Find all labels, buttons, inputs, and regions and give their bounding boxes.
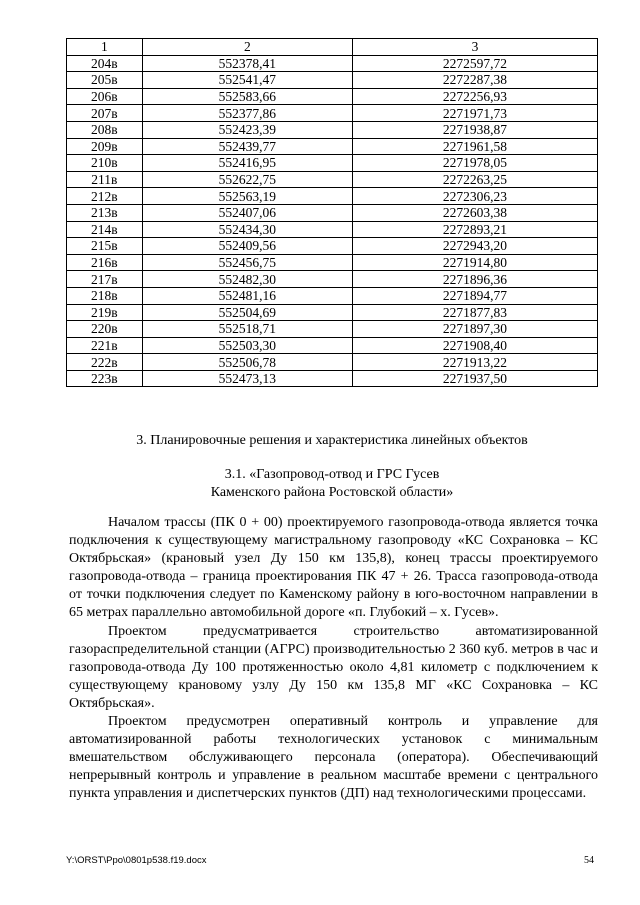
table-row [67,121,598,138]
table-cell: 218в [67,287,143,304]
table-cell: 552583,66 [142,88,352,105]
footer-file-path: Y:\ORST\Ppo\0801p538.f19.docx [66,855,207,866]
table-cell: 2271961,58 [352,138,597,155]
table-cell: 552377,86 [142,105,352,122]
table-row [67,271,598,288]
table-cell: 2271908,40 [352,337,597,354]
table-row [67,337,598,354]
table-cell: 2272597,72 [352,55,597,72]
table-cell: 2272603,38 [352,204,597,221]
table-row [67,238,598,255]
table-row [67,72,598,89]
table-cell: 213в [67,204,143,221]
table-row [67,304,598,321]
subsection-heading-line: Каменского района Ростовской области» [210,485,454,500]
table-cell: 552456,75 [142,254,352,271]
table-row [67,138,598,155]
table-cell: 2271978,05 [352,155,597,172]
table-cell: 2271938,87 [352,121,597,138]
table-cell: 552481,16 [142,287,352,304]
table-row [67,287,598,304]
table-cell: 552503,30 [142,337,352,354]
table-cell: 2271896,36 [352,271,597,288]
section-heading: 3. Планировочные решения и характеристика линейных объектов [136,433,528,448]
paragraph: Проектом предусматривается строительство автоматизированной газораспределительной станции (АГРС) производительностью 2 360 куб. метров в час и газопровода-отвода Ду 100 протяженностью около 4,81 километр с подключением к существующему крановому узлу Ду 150 км 135,8 МГ «КС Сохрановка – КС Октябрьская». [69,623,598,711]
table-row [67,155,598,172]
table-cell: 208в [67,121,143,138]
table-row [67,321,598,338]
subsection-heading-line: 3.1. «Газопровод-отвод и ГРС Гусев [224,467,440,482]
table-cell: 2272263,25 [352,171,597,188]
table-cell: 552409,56 [142,238,352,255]
table-cell: 552439,77 [142,138,352,155]
table-header-cell: 3 [352,39,597,56]
table-cell: 221в [67,337,143,354]
table-cell: 2271914,80 [352,254,597,271]
table-cell: 2272287,38 [352,72,597,89]
table-cell: 552506,78 [142,354,352,371]
table-row [67,254,598,271]
table-row [67,105,598,122]
table-cell: 210в [67,155,143,172]
table-cell: 2272306,23 [352,188,597,205]
table-cell: 552518,71 [142,321,352,338]
table-cell: 2272893,21 [352,221,597,238]
table-row [67,221,598,238]
table-cell: 552504,69 [142,304,352,321]
table-cell: 204в [67,55,143,72]
table-cell: 552622,75 [142,171,352,188]
table-cell: 206в [67,88,143,105]
table-cell: 223в [67,370,143,387]
table-cell: 209в [67,138,143,155]
table-cell: 212в [67,188,143,205]
table-cell: 205в [67,72,143,89]
table-cell: 552473,13 [142,370,352,387]
table-cell: 219в [67,304,143,321]
table-cell: 220в [67,321,143,338]
table-cell: 552541,47 [142,72,352,89]
table-cell: 552563,19 [142,188,352,205]
table-cell: 215в [67,238,143,255]
table-cell: 552434,30 [142,221,352,238]
table-row [67,354,598,371]
table-cell: 2272943,20 [352,238,597,255]
table-cell: 552378,41 [142,55,352,72]
table-cell: 552423,39 [142,121,352,138]
table-cell: 2271971,73 [352,105,597,122]
table-row [67,88,598,105]
table-cell: 552482,30 [142,271,352,288]
table-cell: 2271913,22 [352,354,597,371]
table-cell: 217в [67,271,143,288]
table-cell: 552407,06 [142,204,352,221]
table-row [67,370,598,387]
paragraph: Проектом предусмотрен оперативный контроль и управление для автоматизированной работы технологических установок с минимальным вмешательством обслуживающего персонала (оператора). Обеспечивающий непрерывный контроль и управление в реальном масштабе времени с центрального пункта управления и диспетчерских пунктов (ДП) над технологическими процессами. [69,714,598,802]
table-row [67,171,598,188]
table-cell: 207в [67,105,143,122]
table-cell: 216в [67,254,143,271]
table-row [67,188,598,205]
table-cell: 2271877,83 [352,304,597,321]
paragraph: Началом трассы (ПК 0 + 00) проектируемого газопровода-отвода является точка подключения к существующему магистральному газопроводу «КС Сохрановка – КС Октябрьская» (крановый узел Ду 150 км 135,8), конец трассы проектируемого газопровода-отвода – граница проектирования ПК 47 + 26. Трасса газопровода-отвода от точки подключения следует по Каменскому району в юго-восточном направлении в 65 метрах параллельно автомобильной дороге «п. Глубокий – х. Гусев». [69,515,598,621]
table-cell: 211в [67,171,143,188]
body-text [69,514,598,804]
coordinates-table [66,38,598,387]
table-cell: 2272256,93 [352,88,597,105]
table-cell: 222в [67,354,143,371]
table-body [67,55,598,387]
table-cell: 552416,95 [142,155,352,172]
table-cell: 214в [67,221,143,238]
footer-page-number: 54 [584,855,594,866]
subsection-heading [66,466,598,502]
table-header-cell: 2 [142,39,352,56]
table-row [67,55,598,72]
table-header-cell: 1 [67,39,143,56]
table-row [67,204,598,221]
table-header-row [67,39,598,56]
table-cell: 2271897,30 [352,321,597,338]
table-cell: 2271937,50 [352,370,597,387]
table-cell: 2271894,77 [352,287,597,304]
